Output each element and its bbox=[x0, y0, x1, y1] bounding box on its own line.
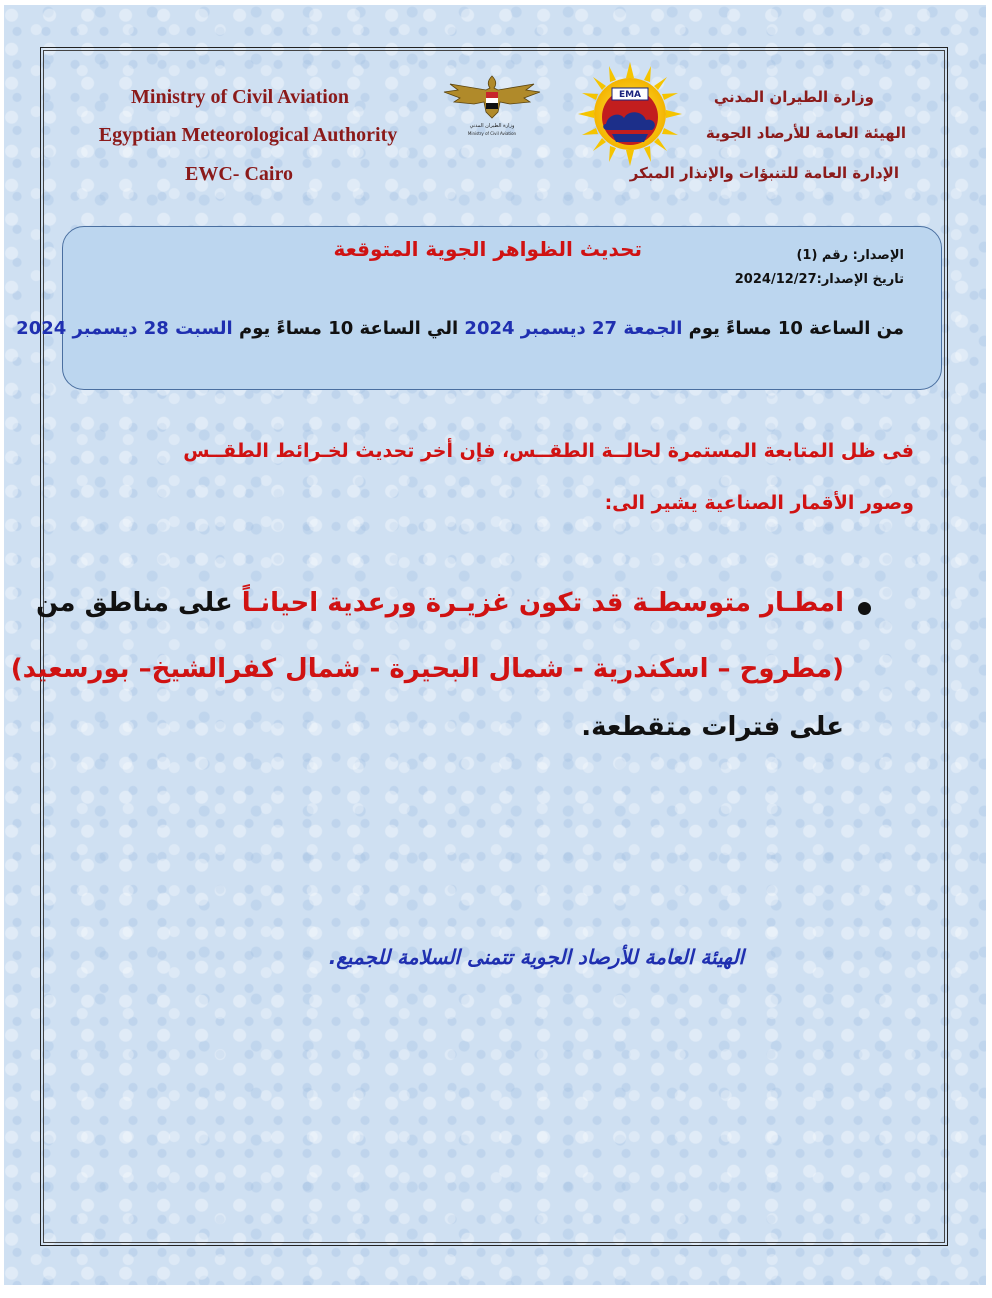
header-ar-authority: الهيئة العامة للأرصاد الجوية bbox=[705, 124, 906, 142]
forecast-line-1 bbox=[36, 588, 844, 618]
issue-date: تاريخ الإصدار:2024/12/27 bbox=[734, 272, 904, 287]
ministry-eagle-logo bbox=[440, 72, 544, 142]
validity-part-3: الي الساعة 10 مساءً يوم bbox=[232, 318, 465, 339]
header-ar-department: الإدارة العامة للتنبؤات والإنذار المبكر bbox=[629, 164, 899, 182]
validity-period bbox=[16, 318, 904, 339]
header-en-ewc: EWC- Cairo bbox=[185, 163, 293, 185]
closing-message: الهيئة العامة للأرصاد الجوية تتمنى السلامة للجميع. bbox=[328, 945, 744, 969]
intro-line-1: فى ظل المتابعة المستمرة لحالــة الطقــس، فإن أخر تحديث لخـرائط الطقــس bbox=[183, 440, 914, 462]
header-en-ministry: Ministry of Civil Aviation bbox=[131, 86, 349, 108]
validity-part-1: من الساعة 10 مساءً يوم bbox=[682, 318, 904, 339]
forecast-regions: (مطروح – اسكندرية - شمال البحيرة - شمال كفرالشيخ– بورسعيد) bbox=[10, 654, 844, 684]
intro-line-2: وصور الأقمار الصناعية يشير الى: bbox=[604, 492, 914, 514]
forecast-phenomenon: امطـار متوسطـة قد تكون غزيـرة ورعدية احيانـاً bbox=[241, 588, 844, 618]
eagle-logo-caption-ar: وزارة الطيران المدني bbox=[469, 123, 515, 129]
ema-sun-logo bbox=[578, 62, 682, 166]
header-ar-ministry: وزارة الطيران المدني bbox=[713, 88, 874, 106]
forecast-duration: على فترات متقطعة. bbox=[581, 712, 844, 742]
forecast-regions-intro: على مناطق من bbox=[36, 588, 242, 618]
validity-part-2: الجمعة 27 ديسمبر 2024 bbox=[464, 318, 683, 339]
bulletin-title: تحديث الظواهر الجوية المتوقعة bbox=[333, 237, 642, 261]
validity-part-4: السبت 28 ديسمبر 2024 bbox=[16, 318, 233, 339]
issue-number: الإصدار: رقم (1) bbox=[796, 248, 904, 263]
ema-logo-text: EMA bbox=[618, 90, 642, 100]
bullet-icon bbox=[858, 602, 871, 615]
eagle-logo-caption-en: Ministry of Civil Aviation bbox=[467, 131, 517, 136]
header-en-authority: Egyptian Meteorological Authority bbox=[98, 124, 398, 146]
